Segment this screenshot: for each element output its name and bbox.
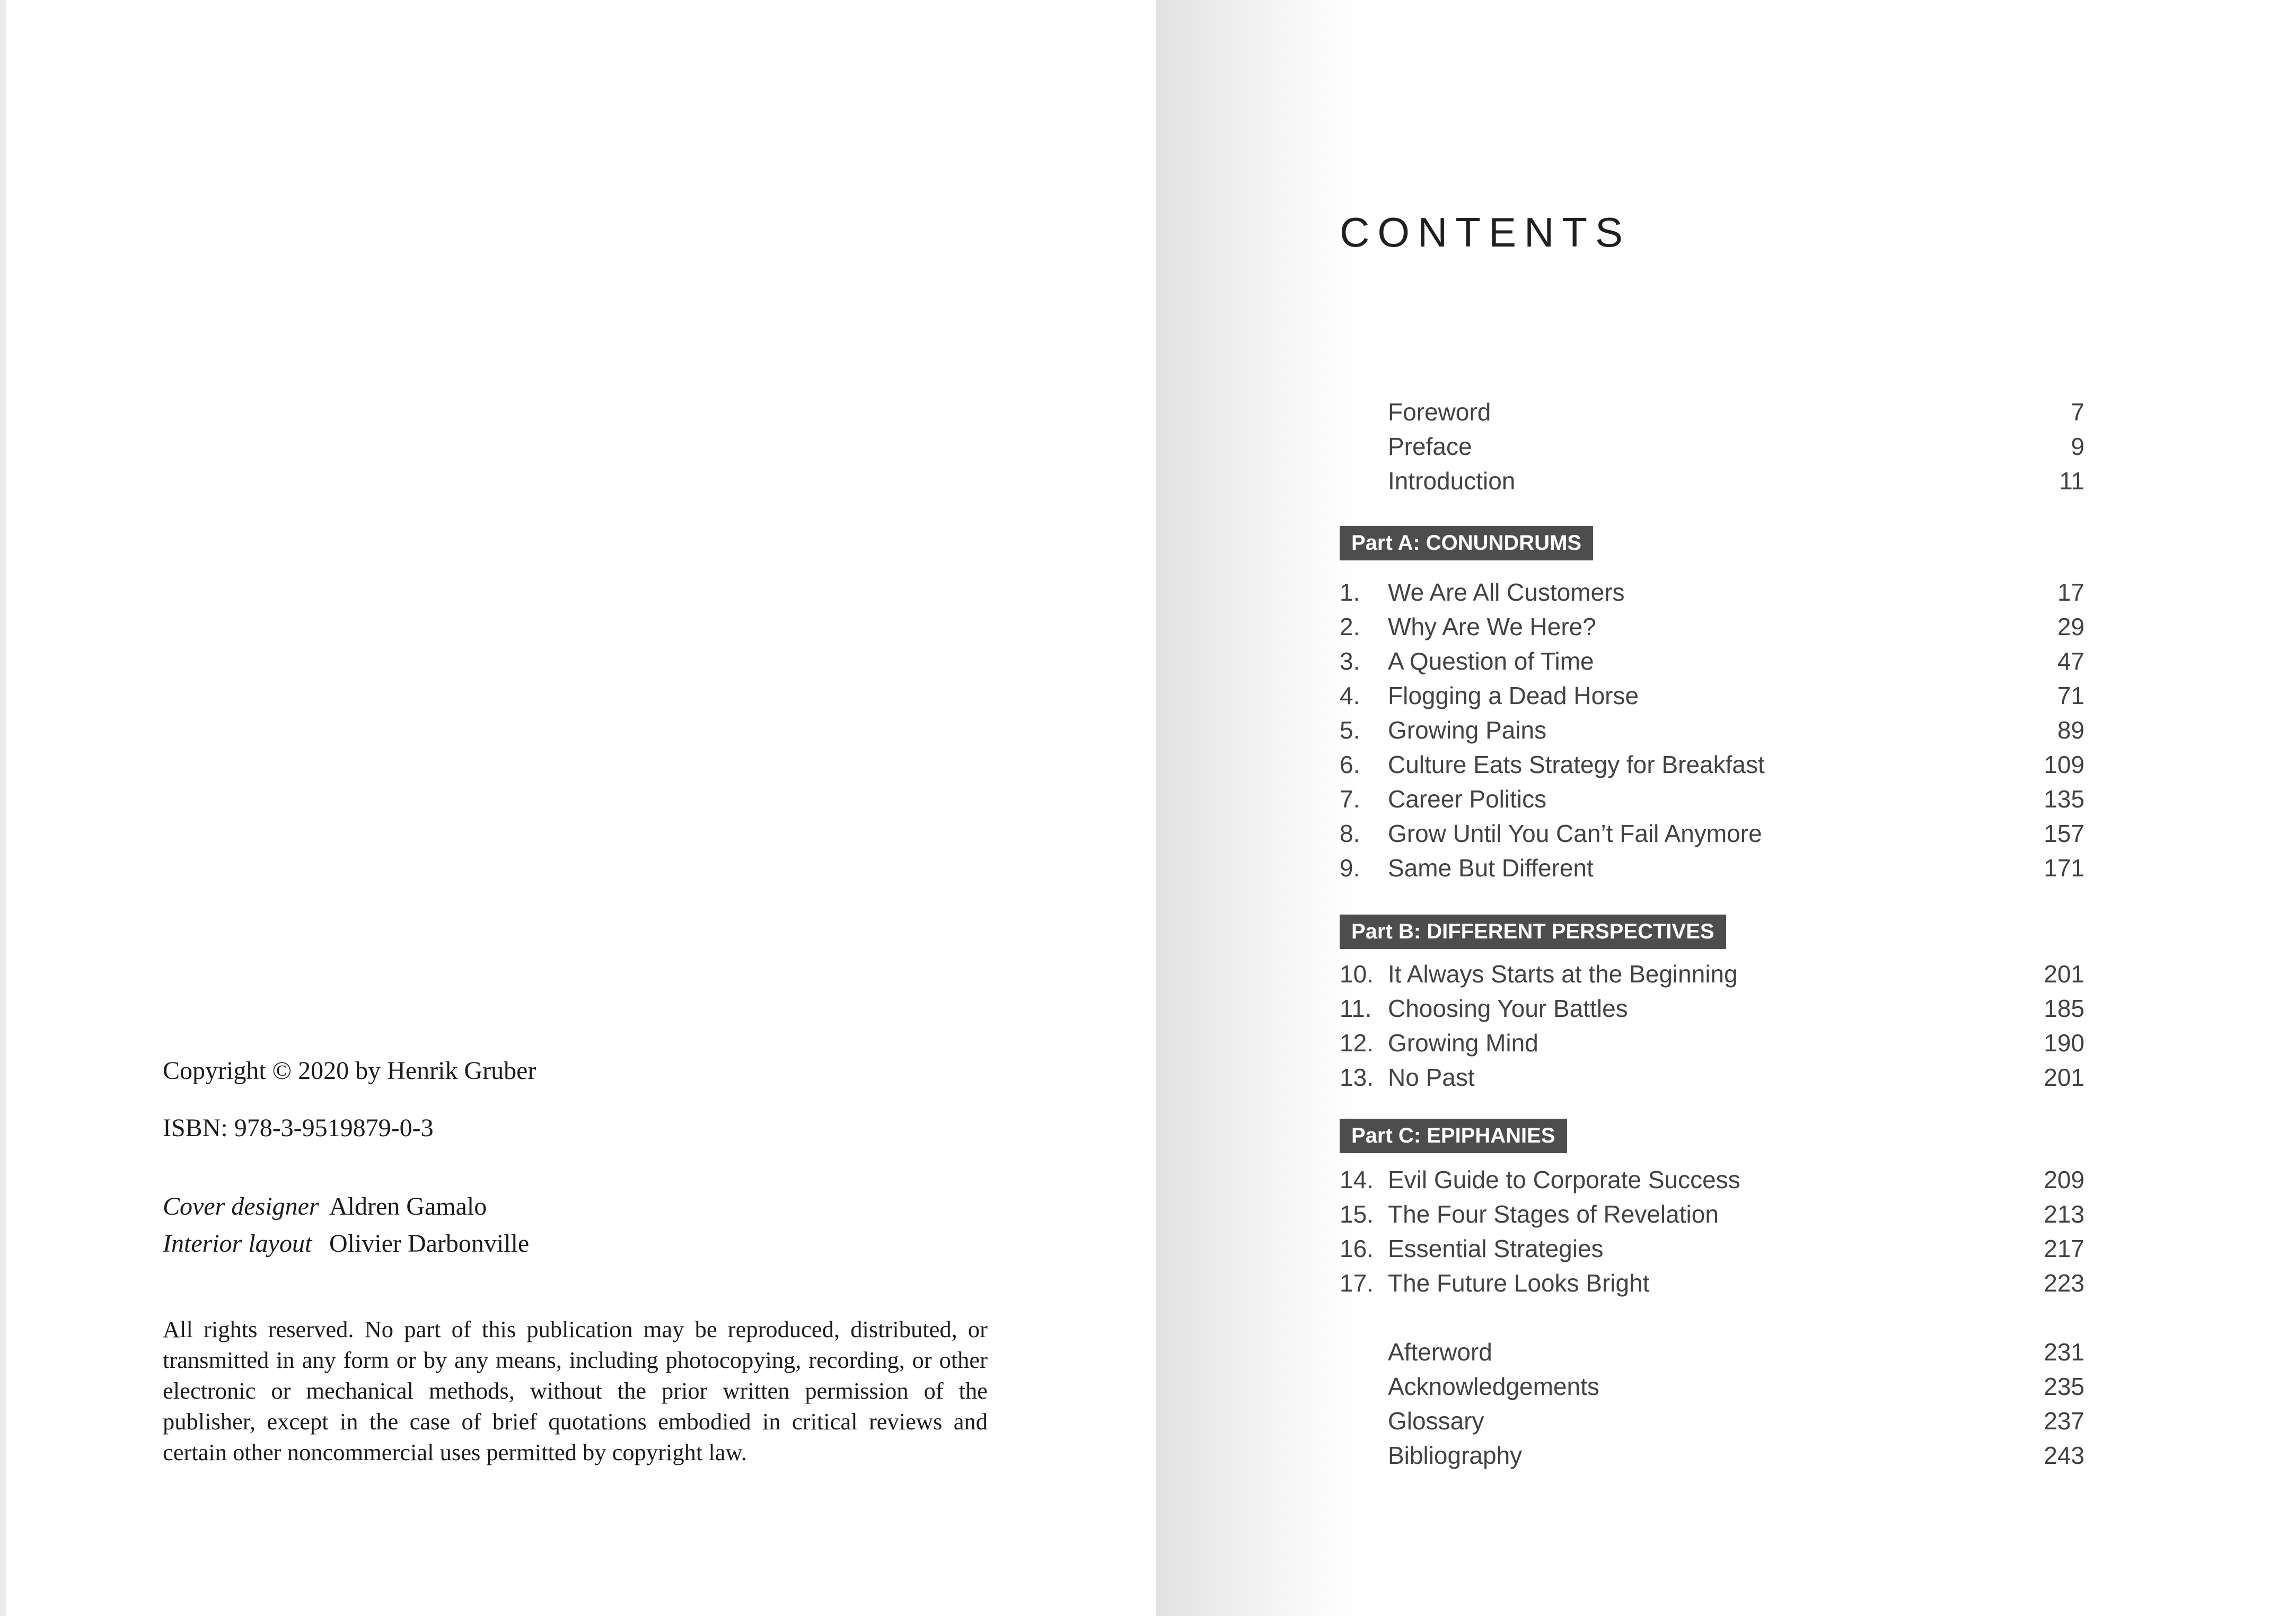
copyright-line: Copyright © 2020 by Henrik Gruber bbox=[163, 1057, 536, 1085]
toc-entry-chapter-2[interactable] bbox=[1340, 610, 2084, 644]
toc-entry-chapter-3[interactable] bbox=[1340, 644, 2084, 679]
toc-entry-chapter-13[interactable] bbox=[1340, 1060, 2084, 1095]
toc-entry-chapter-8[interactable] bbox=[1340, 816, 2084, 851]
toc-entry-page: 190 bbox=[2044, 1029, 2084, 1057]
toc-entry-page: 9 bbox=[2071, 433, 2084, 460]
toc-entry-page: 201 bbox=[2044, 960, 2084, 988]
toc-entry-page: 29 bbox=[2057, 613, 2084, 640]
toc-entry-page: 157 bbox=[2044, 820, 2084, 847]
toc-entry-page: 17 bbox=[2057, 578, 2084, 606]
toc-entry-page: 237 bbox=[2044, 1407, 2084, 1435]
toc-entry-title: Choosing Your Battles bbox=[1388, 995, 1628, 1022]
toc-entry-number: 16. bbox=[1340, 1235, 1374, 1262]
toc-entry-page: 213 bbox=[2044, 1200, 2084, 1228]
toc-entry-number: 3. bbox=[1340, 647, 1360, 675]
toc-entry-title: Afterword bbox=[1388, 1338, 1492, 1366]
toc-entry-page: 235 bbox=[2044, 1373, 2084, 1400]
credit-interior-layout bbox=[163, 1225, 529, 1262]
credit-name: Olivier Darbonville bbox=[329, 1229, 530, 1258]
credits-block bbox=[163, 1188, 529, 1262]
toc-entry-title: Foreword bbox=[1388, 398, 1491, 426]
toc-entry-title: Same But Different bbox=[1388, 854, 1594, 882]
toc-entry-page: 11 bbox=[2059, 467, 2084, 495]
toc-entry-chapter-17[interactable] bbox=[1340, 1266, 2084, 1301]
toc-entry-title: Glossary bbox=[1388, 1407, 1484, 1435]
toc-entry-number: 10. bbox=[1340, 960, 1374, 988]
toc-entry-page: 171 bbox=[2044, 854, 2084, 882]
toc-entry-number: 6. bbox=[1340, 751, 1360, 778]
part-b-banner: Part B: DIFFERENT PERSPECTIVES bbox=[1340, 915, 1726, 949]
toc-entry-title: Introduction bbox=[1388, 467, 1516, 495]
toc-entry-chapter-10[interactable] bbox=[1340, 957, 2084, 991]
toc-entry-foreword[interactable] bbox=[1340, 395, 2084, 429]
contents-heading: CONTENTS bbox=[1340, 209, 1631, 256]
part-a-banner: Part A: CONUNDRUMS bbox=[1340, 526, 1593, 560]
toc-entry-number: 5. bbox=[1340, 716, 1360, 744]
toc-entry-page: 201 bbox=[2044, 1064, 2084, 1091]
toc-entry-page: 223 bbox=[2044, 1269, 2084, 1297]
toc-entry-afterword[interactable] bbox=[1340, 1335, 2084, 1369]
toc-entry-chapter-12[interactable] bbox=[1340, 1026, 2084, 1060]
toc-entry-chapter-4[interactable] bbox=[1340, 679, 2084, 713]
toc-entry-chapter-1[interactable] bbox=[1340, 575, 2084, 610]
toc-entry-chapter-6[interactable] bbox=[1340, 748, 2084, 782]
toc-entry-number: 17. bbox=[1340, 1269, 1374, 1297]
toc-entry-number: 9. bbox=[1340, 854, 1360, 882]
toc-entry-number: 7. bbox=[1340, 785, 1360, 813]
toc-entry-title: Bibliography bbox=[1388, 1442, 1523, 1469]
toc-entry-page: 231 bbox=[2044, 1338, 2084, 1366]
toc-entry-number: 12. bbox=[1340, 1029, 1374, 1057]
toc-entry-acknowledgements[interactable] bbox=[1340, 1369, 2084, 1404]
toc-entry-title: It Always Starts at the Beginning bbox=[1388, 960, 1738, 988]
toc-entry-chapter-11[interactable] bbox=[1340, 991, 2084, 1026]
toc-entry-chapter-7[interactable] bbox=[1340, 782, 2084, 816]
toc-entry-title: Preface bbox=[1388, 433, 1472, 460]
toc-entry-page: 89 bbox=[2057, 716, 2084, 744]
toc-entry-page: 185 bbox=[2044, 995, 2084, 1022]
toc-entry-number: 15. bbox=[1340, 1200, 1374, 1228]
toc-entry-title: Why Are We Here? bbox=[1388, 613, 1596, 640]
toc-entry-chapter-14[interactable] bbox=[1340, 1163, 2084, 1197]
rights-reserved-notice: All rights reserved. No part of this publication may be reproduced, distributed, or transmitted in any form or by any means, including photocopying, recording, or other electronic or mechanical methods, without the prior written permission of the publisher, except in the case of brief quotations embodied in critical reviews and certain other noncommercial uses permitted by copyright law. bbox=[163, 1316, 988, 1465]
page-edge bbox=[0, 0, 6, 1616]
toc-entry-title: Flogging a Dead Horse bbox=[1388, 682, 1639, 709]
toc-entry-chapter-5[interactable] bbox=[1340, 713, 2084, 748]
toc-entry-number: 2. bbox=[1340, 613, 1360, 640]
isbn-line: ISBN: 978-3-9519879-0-3 bbox=[163, 1114, 434, 1142]
toc-entry-number: 14. bbox=[1340, 1166, 1374, 1193]
toc-entry-page: 109 bbox=[2044, 751, 2084, 778]
toc-entry-title: A Question of Time bbox=[1388, 647, 1594, 675]
toc-entry-chapter-15[interactable] bbox=[1340, 1197, 2084, 1232]
toc-entry-title: Evil Guide to Corporate Success bbox=[1388, 1166, 1740, 1193]
toc-entry-preface[interactable] bbox=[1340, 429, 2084, 464]
toc-entry-page: 135 bbox=[2044, 785, 2084, 813]
credit-role: Cover designer bbox=[163, 1192, 319, 1220]
toc-entry-page: 7 bbox=[2071, 398, 2084, 426]
toc-entry-title: Grow Until You Can’t Fail Anymore bbox=[1388, 820, 1762, 847]
toc-entry-title: We Are All Customers bbox=[1388, 578, 1625, 606]
part-c-banner: Part C: EPIPHANIES bbox=[1340, 1119, 1567, 1153]
toc-entry-number: 8. bbox=[1340, 820, 1360, 847]
toc-entry-page: 71 bbox=[2057, 682, 2084, 709]
toc-entry-title: The Future Looks Bright bbox=[1388, 1269, 1650, 1297]
toc-entry-introduction[interactable] bbox=[1340, 464, 2084, 498]
credit-cover-designer bbox=[163, 1188, 529, 1225]
toc-entry-title: No Past bbox=[1388, 1064, 1475, 1091]
toc-entry-title: The Four Stages of Revelation bbox=[1388, 1200, 1719, 1228]
toc-entry-page: 209 bbox=[2044, 1166, 2084, 1193]
toc-entry-page: 243 bbox=[2044, 1442, 2084, 1469]
toc-entry-chapter-16[interactable] bbox=[1340, 1232, 2084, 1266]
toc-entry-title: Growing Pains bbox=[1388, 716, 1547, 744]
toc-entry-title: Essential Strategies bbox=[1388, 1235, 1604, 1262]
toc-entry-page: 217 bbox=[2044, 1235, 2084, 1262]
credit-role: Interior layout bbox=[163, 1229, 312, 1258]
toc-entry-title: Growing Mind bbox=[1388, 1029, 1538, 1057]
toc-entry-number: 1. bbox=[1340, 578, 1360, 606]
toc-entry-number: 4. bbox=[1340, 682, 1360, 709]
toc-entry-page: 47 bbox=[2057, 647, 2084, 675]
toc-entry-title: Culture Eats Strategy for Breakfast bbox=[1388, 751, 1765, 778]
toc-entry-glossary[interactable] bbox=[1340, 1404, 2084, 1438]
toc-entry-number: 11. bbox=[1340, 995, 1372, 1022]
toc-entry-number: 13. bbox=[1340, 1064, 1374, 1091]
toc-entry-title: Acknowledgements bbox=[1388, 1373, 1599, 1400]
credit-name: Aldren Gamalo bbox=[329, 1192, 487, 1220]
toc-entry-title: Career Politics bbox=[1388, 785, 1547, 813]
toc-entry-chapter-9[interactable] bbox=[1340, 851, 2084, 885]
toc-entry-bibliography[interactable] bbox=[1340, 1438, 2084, 1473]
